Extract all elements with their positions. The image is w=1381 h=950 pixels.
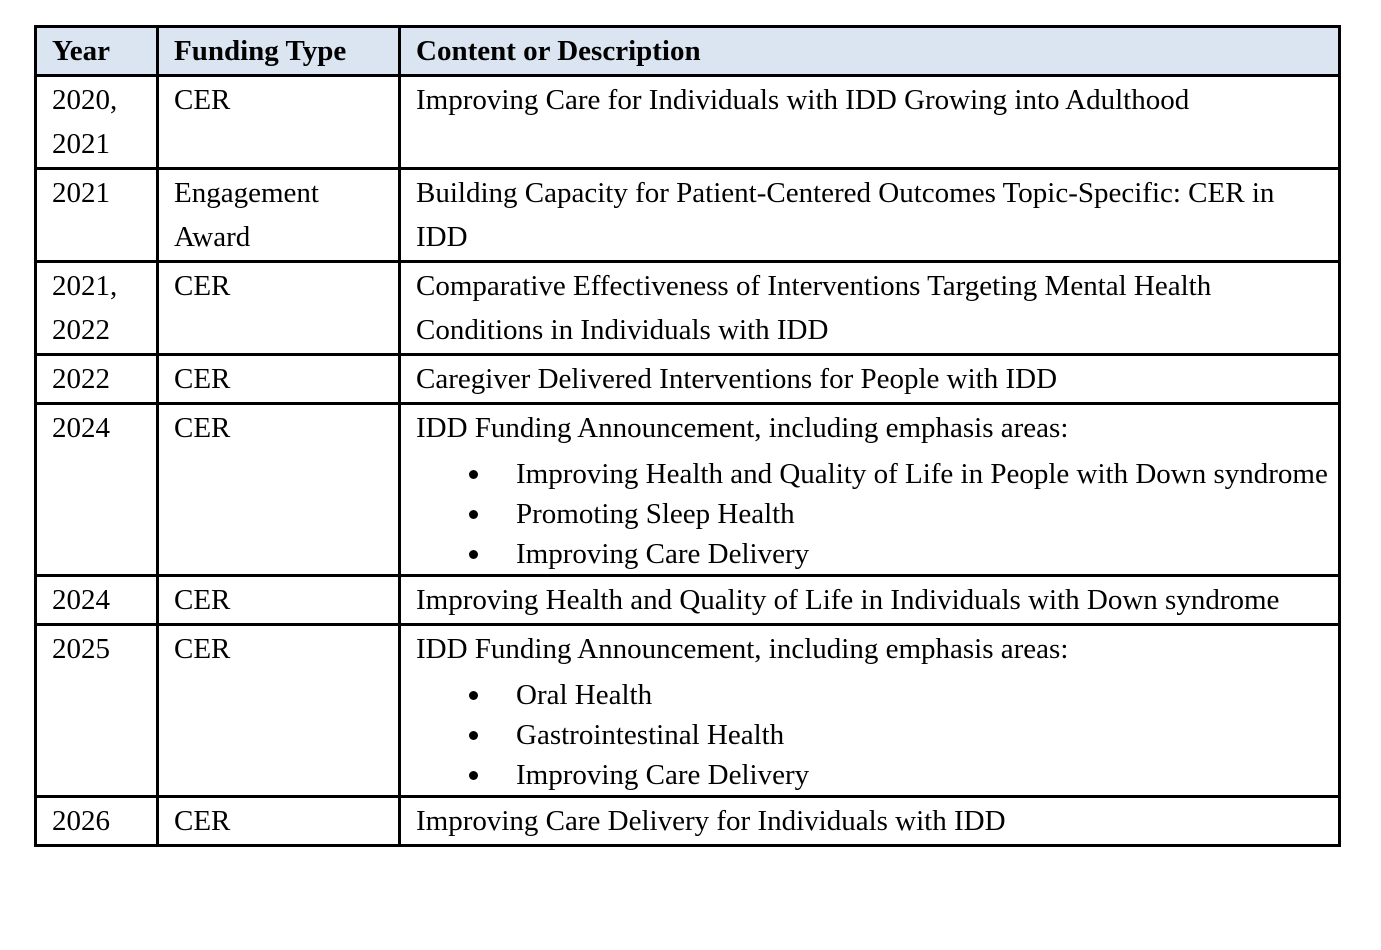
cell-description: Improving Care Delivery for Individuals with IDD [400, 797, 1340, 846]
header-year: Year [36, 27, 158, 76]
list-item: Promoting Sleep Health [416, 495, 1330, 533]
emphasis-areas-list [416, 455, 1330, 573]
table-row [36, 262, 1340, 355]
emphasis-areas-list [416, 676, 1330, 794]
cell-description [400, 625, 1340, 797]
table-row [36, 404, 1340, 576]
cell-description: Improving Care for Individuals with IDD Growing into Adulthood [400, 76, 1340, 169]
funding-table-container [34, 25, 1338, 847]
list-item: Improving Care Delivery [416, 756, 1330, 794]
cell-year: 2020, 2021 [36, 76, 158, 169]
cell-funding-type: CER [158, 355, 400, 404]
cell-year: 2021 [36, 169, 158, 262]
cell-year: 2021, 2022 [36, 262, 158, 355]
table-row [36, 76, 1340, 169]
cell-description: Caregiver Delivered Interventions for People with IDD [400, 355, 1340, 404]
cell-funding-type: CER [158, 404, 400, 576]
header-funding-type: Funding Type [158, 27, 400, 76]
cell-funding-type: CER [158, 576, 400, 625]
table-row [36, 355, 1340, 404]
list-item: Improving Health and Quality of Life in People with Down syndrome [416, 455, 1330, 493]
cell-description: Building Capacity for Patient-Centered Outcomes Topic-Specific: CER in IDD [400, 169, 1340, 262]
cell-description [400, 404, 1340, 576]
table-row [36, 576, 1340, 625]
cell-funding-type: CER [158, 76, 400, 169]
cell-year: 2022 [36, 355, 158, 404]
cell-funding-type: Engagement Award [158, 169, 400, 262]
list-item: Oral Health [416, 676, 1330, 714]
cell-year: 2025 [36, 625, 158, 797]
description-intro: IDD Funding Announcement, including emphasis areas: [416, 633, 1069, 665]
table-row [36, 797, 1340, 846]
cell-year: 2024 [36, 576, 158, 625]
cell-funding-type: CER [158, 625, 400, 797]
cell-description: Comparative Effectiveness of Interventions Targeting Mental Health Conditions in Individuals with IDD [400, 262, 1340, 355]
funding-table [34, 25, 1341, 847]
table-row [36, 625, 1340, 797]
table-row [36, 169, 1340, 262]
cell-description: Improving Health and Quality of Life in Individuals with Down syndrome [400, 576, 1340, 625]
cell-year: 2026 [36, 797, 158, 846]
cell-funding-type: CER [158, 797, 400, 846]
table-header-row [36, 27, 1340, 76]
list-item: Gastrointestinal Health [416, 716, 1330, 754]
cell-funding-type: CER [158, 262, 400, 355]
list-item: Improving Care Delivery [416, 535, 1330, 573]
cell-year: 2024 [36, 404, 158, 576]
header-content-description: Content or Description [400, 27, 1340, 76]
description-intro: IDD Funding Announcement, including emphasis areas: [416, 412, 1069, 444]
